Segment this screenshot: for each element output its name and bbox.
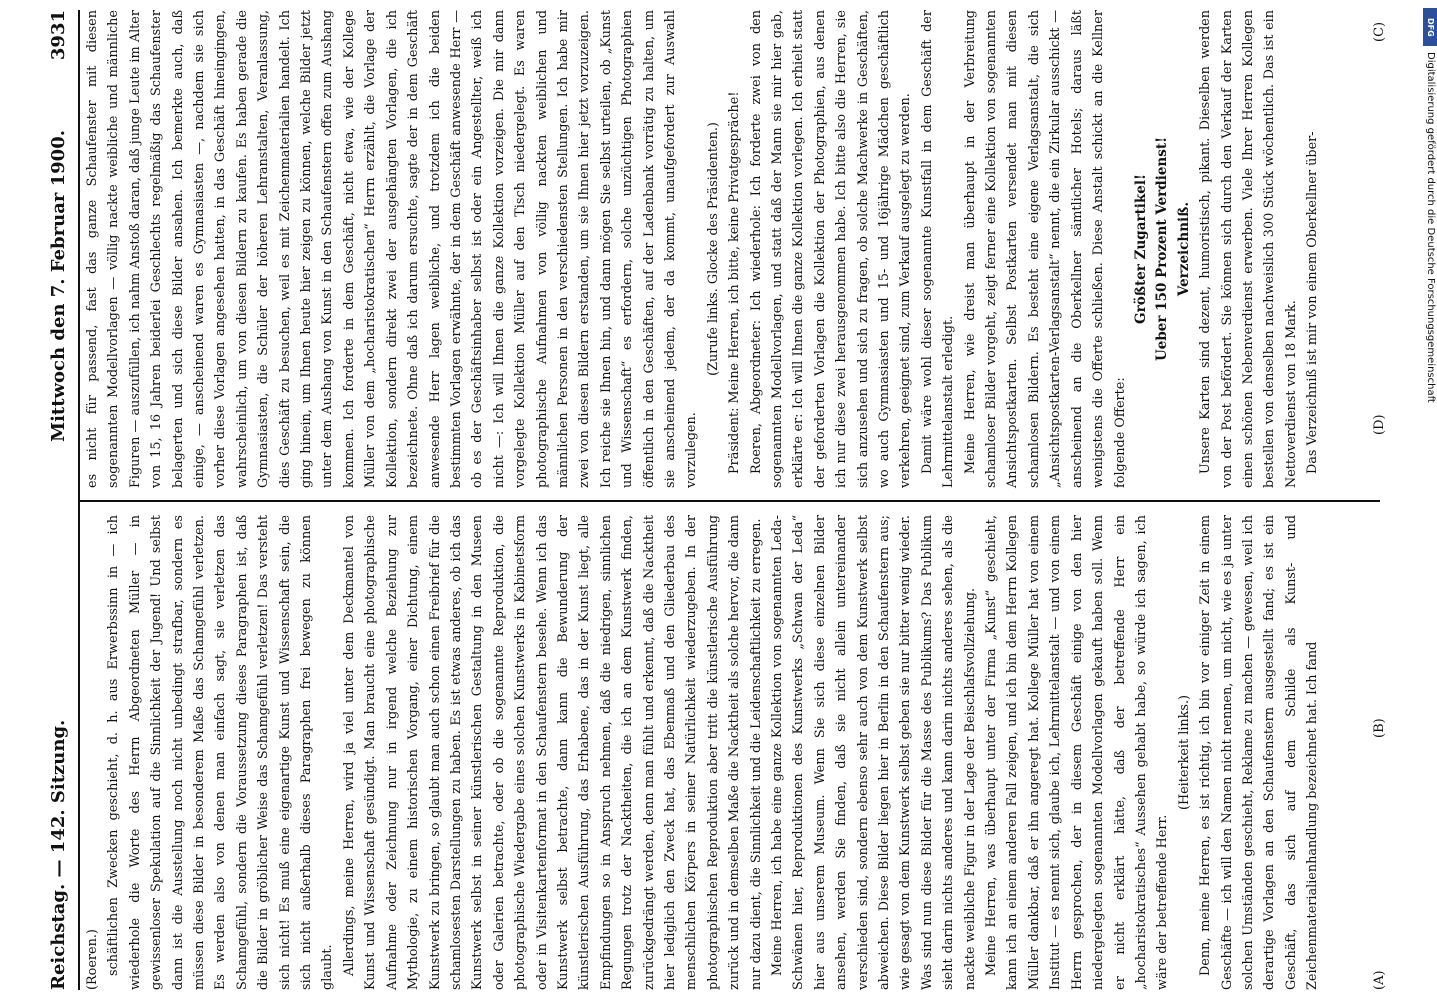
margin-marker-d: (D) xyxy=(1372,414,1387,435)
interjection: (Zurufe links. Glocke des Präsidenten.) xyxy=(705,122,721,376)
margin-marker-a: (A) xyxy=(1372,970,1387,990)
paragraph: Meine Herren, ich habe eine ganze Kollektion von sogenannten Leda-Schwänen hier, Reproduktionen des Kunstwerks „Schwan der Leda“ hier aus unserem Museum. Wenn Sie sich diese einzelnen Bilder ansehen, werden Sie finden, daß sie nicht allein untereinander verschieden sind, sondern ebenso sehr auch von dem Kunstwerk selbst abweichen. Diese Bilder liegen hier in Berlin in den Schaufenstern aus; wie gesagt von dem Kunstwerk selbst geben sie nur bitter wenig wieder. Was sind nun diese Bilder für die Masse des Publikums? Das Publikum sieht darin nichts anderes und kann darin nichts anderes sehen, als die nackte weibliche Figur in der Lage der Beischlafsvollziehung. xyxy=(770,515,978,990)
header-date: Mittwoch den 7. Februar 1900. xyxy=(48,130,69,442)
interjection: (Heiterkeit links.) xyxy=(1176,694,1192,811)
column-separator xyxy=(80,500,1380,502)
offer-list-title: Verzeichniß. xyxy=(1175,201,1192,297)
offer-headline: Größter Zugartikel! xyxy=(1132,174,1149,324)
left-column xyxy=(82,515,1372,990)
paragraph: Denn, meine Herren, es ist richtig, ich bin vor einiger Zeit in einem Geschäfte — ich will den Namen nicht nennen, um nicht, wie es ja unter solchen Umständen geschieht, Reklame zu machen — gewesen, weil ich derartige Vorlagen an den Schaufenstern ausgestellt fand; es ist ein Geschäft, das sich auf dem Schilde als Kunst- und Zeichenmaterialienhandlung bezeichnet hat. Ich fand xyxy=(1198,515,1321,990)
paragraph: Meine Herren, was überhaupt unter der Firma „Kunst“ geschieht, kann ich an einem anderen Fall zeigen, und ich bin dem Herrn Kollegen Müller dankbar, daß er ihn angeregt hat. Kollege Müller hat von einem Institut — es nennt sich, glaube ich, Lehrmittelanstalt — und von einem Herrn gesprochen, der in diesem Geschäft einige von den hier niedergelegten sogenannten Modellvorlagen gekauft haben soll. Wenn er nicht erklärt hätte, daß der betreffende Herr ein „hocharistokratisches“ Aussehen gehabt habe, so würde ich sagen, ich wäre der betreffende Herr. xyxy=(984,515,1171,990)
paragraph: Das Verzeichniß ist mir von einem Oberkellner über- xyxy=(1305,131,1321,474)
dfg-logo: DFG xyxy=(1423,8,1437,46)
speaker-label: (Roeren.) xyxy=(85,929,100,990)
offer-subheadline: Ueber 150 Prozent Verdienst! xyxy=(1154,136,1171,362)
right-column xyxy=(82,10,1372,488)
offer-text: Unsere Karten sind dezent, humoristisch, pikant. Dieselben werden von der Post befördert. Sie können sich durch den Verkauf der Karten einen schönen Nebenverdienst erwerben. Viele Ihrer Herren Kollegen bestellen von denselben nachweislich 300 Stück wöchentlich. Das ist ein Nettoverdienst von 18 Mark. xyxy=(1198,10,1299,488)
header-session-title: Reichstag. — 142. Sitzung. xyxy=(48,719,69,990)
digitization-note: Digitalisierung gefördert durch die Deutsche Forschungsgemeinschaft xyxy=(1425,52,1436,403)
paragraph: Roeren, Abgeordneter: Ich wiederhole: Ich forderte zwei von den sogenannten Modellvorlagen, und statt daß der Mann sie mir hier gab, erklärte er: Ich will Ihnen die ganze Kollektion vorlegen. Ich erhielt statt der geforderten Vorlagen die Kollektion der Photographien, aus denen ich nur diese zwei herausgenommen habe. Ich bitte also die Herren, sie sich anzusehen und sich zu fragen, ob solche Machwerke in Geschäften, wo auch Gymnasiasten und 15- und 16jährige Mädchen geschäftlich verkehren, geeignet sind, zum Verkauf ausgelegt zu werden. xyxy=(748,10,914,488)
margin-marker-b: (B) xyxy=(1372,718,1387,738)
page-number: 3931 xyxy=(48,10,69,61)
paragraph: schäftlichen Zwecken geschieht, d. h. aus Erwerbssinn in — ich wiederhole die Worte des Herrn Abgeordneten Müller — in gewissenloser Spekulation auf die Sinnlichkeit der Jugend! Und selbst dann ist die Ausstellung noch nicht unbedingt strafbar, sondern es müssen diese Bilder in besonderem Maße das Schamgefühl verletzen. Es werden also von denen man einfach sagt, sie verletzen das Schamgefühl, sondern die Voraussetzung dieses Paragraphen ist, daß die Bilder in gröblicher Weise das Schamgefühl verletzen! Das versteht sich nicht! Es muß eine eigenartige Kunst und Wissenschaft sein, die sich nicht außerhalb dieses Paragraphen frei bewegen zu können glaubt. xyxy=(106,515,336,990)
paragraph: Damit wäre wohl dieser sogenannte Kunstfall in dem Geschäft der Lehrmittelanstalt erledigt. xyxy=(919,10,957,488)
margin-marker-c: (C) xyxy=(1372,21,1387,42)
paragraph: es nicht für passend, fast das ganze Schaufenster mit diesen sogenannten Modellvorlagen — völlig nackte weibliche und männliche Figuren — auszufüllen, ich nahm Anstoß daran, daß junge Leute im Alter von 15, 16 Jahren beiderlei Geschlechts regelmäßig das Schaufenster belagerten und sich diese Bilder ansahen. Ich bemerkte auch, daß einige, — anscheinend waren es Gymnasiasten —, nachdem sie sich vorher diese Vorlagen angesehen hatten, in das Geschäft hineingingen, wahrscheinlich, um von diesen Bildern zu kaufen. Es haben gerade die Gymnasiasten, die Schüler der höheren Lehranstalten, Veranlassung, dies Geschäft zu besuchen, weil es mit Zeichenmaterialien handelt. Ich ging hinein, um Ihnen heute hier zeigen zu können, welche Bilder jetzt unter dem Aushang von Kunst in den Schaufenstern offen zum Aushang kommen. Ich forderte in dem Geschäft, nicht etwa, wie der Kollege Müller von dem „hocharistokratischen“ Herrn erzählt, die Vorlage der Kollektion, sondern direkt zwei der ausgehängten Vorlagen, die ich bezeichnete. Ohne daß ich darum ersuchte, sagte der in dem Geschäft anwesende Herr lagen weibliche, und trotzdem ich die beiden bestimmten Vorlagen erwähnte, der in dem Geschäft anwesende Herr — ob es der Geschäftsinhaber selbst ist oder ein Angestellter, weiß ich nicht —: Ich will Ihnen die ganze Kollektion vorzeigen. Die mir dann vorgelegte Kollektion Müller auf den Tisch niedergelegt. Es waren photographische Aufnahmen von völlig nackten weiblichen und männlichen Personen in den verschiedensten Stellungen. Ich habe mir zwei von diesen Bildern erstanden, um sie Ihnen hier jetzt vorzuzeigen. Ich reiche sie Ihnen hin, und dann mögen Sie selbst urteilen, ob „Kunst und Wissenschaft“ es erfordern, solche unzüchtigen Photographien öffentlich in den Geschäften, auf der Ladenbank vorrätig zu halten, um sie anscheinend jedem, der da kommt, unaufgefordert zur Auswahl vorzulegen. xyxy=(85,10,700,488)
president-remark: Präsident: Meine Herren, ich bitte, keine Privatgespräche! xyxy=(727,91,743,474)
paragraph: Meine Herren, wie dreist man überhaupt in der Verbreitung schamloser Bilder vorgeht, zeigt ferner eine Kollektion von sogenannten Ansichtspostkarten. Selbst Postkarten versendet man mit diesen schamlosen Bildern. Es besteht eine eigene Verlagsanstalt, die sich „Ansichtspostkarten-Verlagsanstalt“ nennt, die ein Zirkular ausschickt — anscheinend an die Oberkellner sämtlicher Hotels; daraus läßt wenigstens die Offerte schließen. Diese Anstalt schickt an die Kellner folgende Offerte: xyxy=(962,10,1128,488)
paragraph: Allerdings, meine Herren, wird ja viel unter dem Deckmantel von Kunst und Wissenschaft gesündigt. Man braucht eine photographische Aufnahme oder Zeichnung nur in irgend welche Beziehung zur Mythologie, zu einem historischen Vorgang, einer Dichtung, einem Kunstwerk zu bringen, so glaubt man auch schon einen Freibrief für die schamlosesten Darstellungen zu haben. Es ist etwas anderes, ob ich das Kunstwerk selbst in seiner künstlerischen Gestaltung in den Museen oder Galerien betrachte, oder ob die sogenannte Reproduktion, die photographische Wiedergabe eines solchen Kunstwerks in Kabinetsform oder in Visitenkartenformat in den Schaufenstern besehe. Wenn ich das Kunstwerk selbst betrachte, dann kann die Bewunderung der künstlerischen Ausführung, das Erhabene, das in der Kunst liegt, alle Empfindungen so in Anspruch nehmen, daß die niedrigen, sinnlichen Regungen trotz der Nacktheiten, die ich an dem Kunstwerk finden, zurückgedrängt werden, denn man fühlt und erkennt, daß die Nacktheit hier lediglich den Zweck hat, das Ebenmaß und den Gliederbau des menschlichen Körpers in seiner Natürlichkeit wiederzugeben. In der photographischen Reproduktion aber tritt die künstlerische Ausführung zurück und in demselben Maße die Nacktheit als solche hervor, die dann nur dazu dient, die Sinnlichkeit und die Leidenschaftlichkeit zu erregen. xyxy=(341,515,764,990)
page-header xyxy=(48,10,76,990)
